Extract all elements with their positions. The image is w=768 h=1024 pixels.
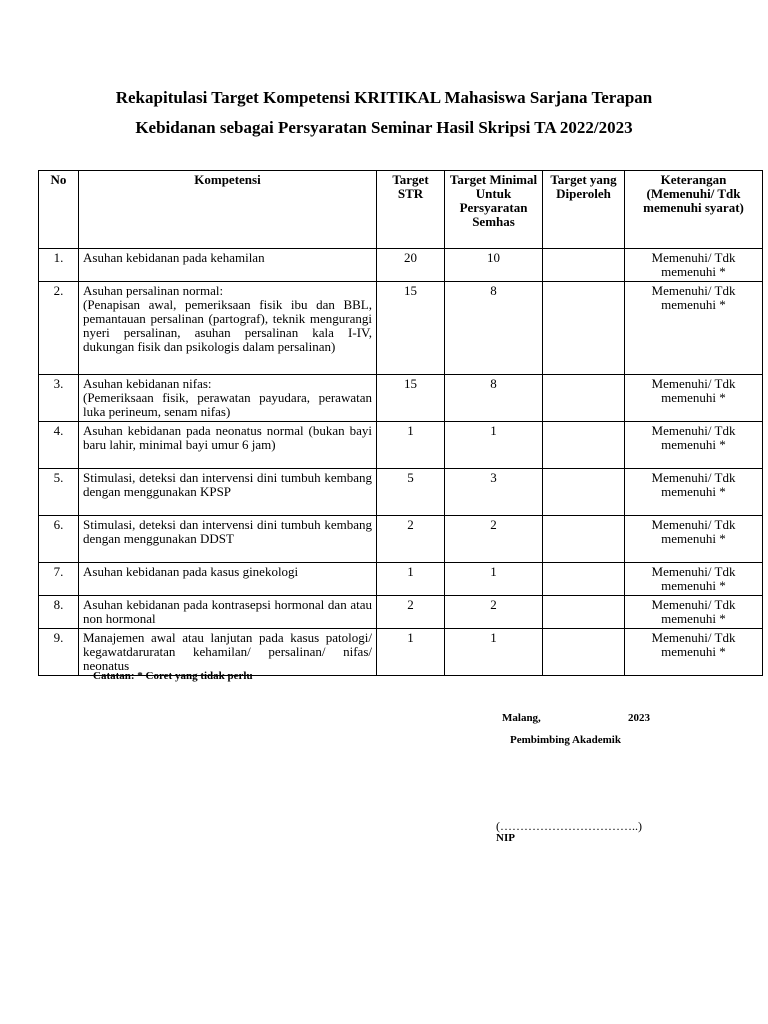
cell-no: 3. [39, 375, 79, 422]
signature-city: Malang, [502, 712, 541, 724]
cell-no: 6. [39, 516, 79, 563]
cell-target-diperoleh [543, 375, 625, 422]
cell-target-minimal: 1 [445, 422, 543, 469]
cell-target-minimal: 3 [445, 469, 543, 516]
cell-target-minimal: 8 [445, 375, 543, 422]
header-kompetensi: Kompetensi [79, 171, 377, 249]
header-target-str: Target STR [377, 171, 445, 249]
cell-target-minimal: 2 [445, 596, 543, 629]
cell-no: 2. [39, 282, 79, 375]
cell-keterangan: Memenuhi/ Tdk memenuhi * [625, 422, 763, 469]
cell-target-diperoleh [543, 282, 625, 375]
table-header-row [39, 171, 763, 249]
cell-keterangan: Memenuhi/ Tdk memenuhi * [625, 596, 763, 629]
cell-target-diperoleh [543, 596, 625, 629]
competency-table [38, 170, 763, 676]
table-row [39, 629, 763, 676]
header-target-diperoleh: Target yang Diperoleh [543, 171, 625, 249]
cell-no: 9. [39, 629, 79, 676]
cell-no: 7. [39, 563, 79, 596]
cell-target-str: 1 [377, 629, 445, 676]
cell-target-minimal: 8 [445, 282, 543, 375]
cell-target-str: 15 [377, 282, 445, 375]
cell-kompetensi: Asuhan persalinan normal: (Penapisan awal, pemeriksaan fisik ibu dan BBL, pemantauan persalinan (partograf), teknik mengurangi nyeri persalinan, asuhan persalinan kala I-IV, dukungan fisik dan psikologis dalam persalinan) [79, 282, 377, 375]
table-row [39, 596, 763, 629]
cell-target-str: 1 [377, 563, 445, 596]
table-row [39, 469, 763, 516]
signature-year: 2023 [628, 712, 650, 724]
cell-target-str: 2 [377, 596, 445, 629]
cell-target-minimal: 1 [445, 563, 543, 596]
cell-target-diperoleh [543, 422, 625, 469]
cell-kompetensi: Asuhan kebidanan pada neonatus normal (bukan bayi baru lahir, minimal bayi umur 6 jam) [79, 422, 377, 469]
cell-no: 5. [39, 469, 79, 516]
cell-kompetensi: Asuhan kebidanan pada kehamilan [79, 249, 377, 282]
cell-target-str: 1 [377, 422, 445, 469]
table-row [39, 375, 763, 422]
table-row [39, 249, 763, 282]
document-title-line2: Kebidanan sebagai Persyaratan Seminar Hasil Skripsi TA 2022/2023 [135, 118, 633, 137]
cell-kompetensi: Stimulasi, deteksi dan intervensi dini tumbuh kembang dengan menggunakan KPSP [79, 469, 377, 516]
cell-keterangan: Memenuhi/ Tdk memenuhi * [625, 375, 763, 422]
cell-target-str: 5 [377, 469, 445, 516]
header-target-minimal: Target Minimal Untuk Persyaratan Semhas [445, 171, 543, 249]
cell-kompetensi: Asuhan kebidanan pada kontrasepsi hormonal dan atau non hormonal [79, 596, 377, 629]
cell-target-str: 20 [377, 249, 445, 282]
signature-nip-label: NIP [496, 832, 515, 844]
cell-target-minimal: 1 [445, 629, 543, 676]
cell-no: 8. [39, 596, 79, 629]
header-keterangan: Keterangan (Memenuhi/ Tdk memenuhi syarat) [625, 171, 763, 249]
cell-kompetensi: Manajemen awal atau lanjutan pada kasus patologi/ kegawatdaruratan kehamilan/ persalinan/ nifas/ neonatus [79, 629, 377, 676]
cell-target-minimal: 10 [445, 249, 543, 282]
cell-keterangan: Memenuhi/ Tdk memenuhi * [625, 469, 763, 516]
cell-target-str: 15 [377, 375, 445, 422]
table-row [39, 563, 763, 596]
cell-target-diperoleh [543, 249, 625, 282]
table-body [39, 249, 763, 676]
table-row [39, 422, 763, 469]
cell-target-diperoleh [543, 629, 625, 676]
cell-target-diperoleh [543, 469, 625, 516]
cell-keterangan: Memenuhi/ Tdk memenuhi * [625, 516, 763, 563]
signature-name-placeholder: (……………………………..) [496, 819, 642, 833]
cell-no: 4. [39, 422, 79, 469]
cell-kompetensi: Stimulasi, deteksi dan intervensi dini tumbuh kembang dengan menggunakan DDST [79, 516, 377, 563]
header-no: No [39, 171, 79, 249]
table-row [39, 282, 763, 375]
footnote: Catatan: * Coret yang tidak perlu [93, 670, 253, 682]
document-title-line1: Rekapitulasi Target Kompetensi KRITIKAL Mahasiswa Sarjana Terapan [115, 88, 653, 107]
cell-target-str: 2 [377, 516, 445, 563]
cell-keterangan: Memenuhi/ Tdk memenuhi * [625, 563, 763, 596]
cell-target-diperoleh [543, 516, 625, 563]
cell-keterangan: Memenuhi/ Tdk memenuhi * [625, 249, 763, 282]
cell-kompetensi: Asuhan kebidanan pada kasus ginekologi [79, 563, 377, 596]
signature-role: Pembimbing Akademik [510, 734, 621, 746]
cell-target-minimal: 2 [445, 516, 543, 563]
cell-keterangan: Memenuhi/ Tdk memenuhi * [625, 629, 763, 676]
cell-no: 1. [39, 249, 79, 282]
table-row [39, 516, 763, 563]
cell-keterangan: Memenuhi/ Tdk memenuhi * [625, 282, 763, 375]
cell-target-diperoleh [543, 563, 625, 596]
cell-kompetensi: Asuhan kebidanan nifas: (Pemeriksaan fisik, perawatan payudara, perawatan luka perineum, senam nifas) [79, 375, 377, 422]
